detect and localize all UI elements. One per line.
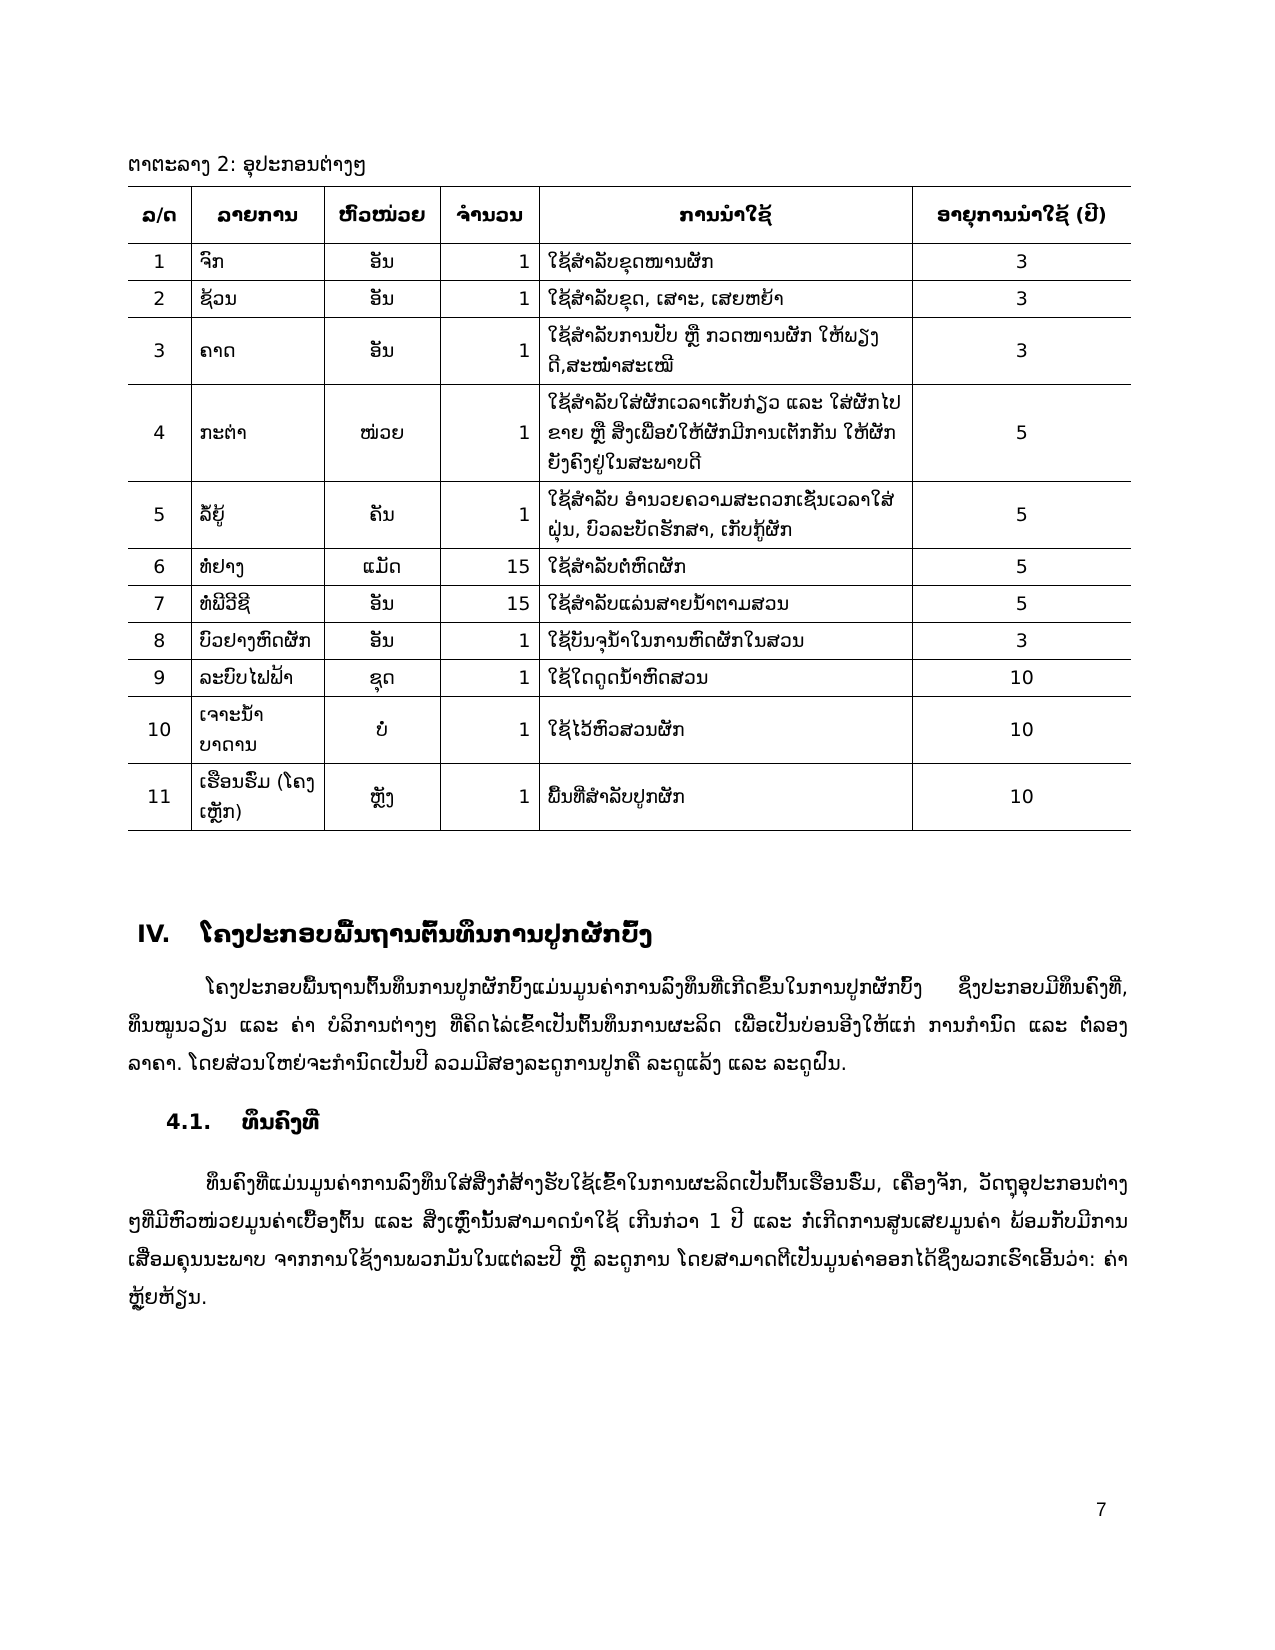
cell-item: ລໍ້ຍູ້ bbox=[191, 482, 324, 549]
cell-unit: ອັນ bbox=[324, 623, 440, 660]
header-usage: ການນຳໃຊ້ bbox=[539, 187, 912, 244]
cell-item: ກະຕ່າ bbox=[191, 385, 324, 482]
cell-usage: ພື້ນທີ່ສຳລັບປູກຜັກ bbox=[539, 764, 912, 831]
cell-unit: ຄັນ bbox=[324, 482, 440, 549]
section-heading bbox=[137, 920, 1137, 948]
header-item: ລາຍການ bbox=[191, 187, 324, 244]
cell-item: ຊ້ວນ bbox=[191, 281, 324, 318]
cell-no: 7 bbox=[128, 586, 191, 623]
cell-item: ຄາດ bbox=[191, 318, 324, 385]
table-row bbox=[128, 549, 1131, 586]
cell-unit: ອັນ bbox=[324, 281, 440, 318]
section-paragraph-text: ໂຄງປະກອບພື້ນຖານຕົ້ນທຶນການປູກຜັກບົ້ງແມ່ນມູນຄ່າການລົງທຶນທີ່ເກີດຂຶ້ນໃນການປູກຜັກບົ້ງ ຊຶ່ງປະກອບມີທຶນຄົງທີ່, ທຶນໝູນວຽນ ແລະ ຄ່າ ບໍລິການຕ່າງໆ ທີ່ຄິດໄລ່ເຂົ້າເປັນຕົ້ນທຶນການຜະລິດ ເພື່ອເປັນບ່ອນອີງໃຫ້ແກ່ ການກຳນົດ ແລະ ຕໍ່ລອງລາຄາ. ໂດຍສ່ວນໃຫຍ່ຈະກຳນົດເປັນປີ ລວມມີສອງລະດູການປູກຄື ລະດູແລ້ງ ແລະ ລະດູຝົນ. bbox=[128, 975, 1128, 1075]
cell-unit: ອັນ bbox=[324, 244, 440, 281]
table-caption: ຕາຕະລາງ 2: ອຸປະກອນຕ່າງໆ bbox=[128, 152, 367, 176]
cell-usage: ໃຊ້ສຳລັບຂຸດ, ເສາະ, ເສຍຫຍ້າ bbox=[539, 281, 912, 318]
table-row bbox=[128, 281, 1131, 318]
cell-item: ເຮືອນຮົ່ມ (ໂຄງເຫຼັກ) bbox=[191, 764, 324, 831]
cell-lifespan: 10 bbox=[912, 660, 1131, 697]
cell-no: 9 bbox=[128, 660, 191, 697]
cell-quantity: 15 bbox=[440, 586, 539, 623]
cell-unit: ບໍ່ bbox=[324, 697, 440, 764]
cell-no: 1 bbox=[128, 244, 191, 281]
subsection-paragraph bbox=[128, 1164, 1128, 1316]
header-lifespan: ອາຍຸການນຳໃຊ້ (ປີ) bbox=[912, 187, 1131, 244]
cell-usage: ໃຊ້ສຳລັບແລ່ນສາຍນ້ຳຕາມສວນ bbox=[539, 586, 912, 623]
cell-unit: ໜ່ວຍ bbox=[324, 385, 440, 482]
section-number: IV. bbox=[137, 920, 171, 948]
cell-usage: ໃຊ້ບັນຈຸນ້ຳໃນການຫົດຜັກໃນສວນ bbox=[539, 623, 912, 660]
cell-no: 6 bbox=[128, 549, 191, 586]
cell-quantity: 1 bbox=[440, 623, 539, 660]
section-title: ໂຄງປະກອບພື້ນຖານຕົ້ນທຶນການປູກຜັກບົ້ງ bbox=[201, 920, 653, 948]
cell-lifespan: 3 bbox=[912, 244, 1131, 281]
cell-no: 8 bbox=[128, 623, 191, 660]
cell-lifespan: 10 bbox=[912, 697, 1131, 764]
cell-item: ທໍ່ຢາງ bbox=[191, 549, 324, 586]
cell-quantity: 1 bbox=[440, 281, 539, 318]
cell-no: 4 bbox=[128, 385, 191, 482]
table-row bbox=[128, 697, 1131, 764]
cell-usage: ໃຊ້ສຳລັບໃສ່ຜັກເວລາເກັບກ່ຽວ ແລະ ໃສ່ຜັກໄປ ຂາຍ ຫຼື ສິ່ງເພື່ອບໍ່ໃຫ້ຜັກມີການເຕັກກັນ ໃຫ້ຜັກຍັງຄົງຢູ່ໃນສະພາບດີ bbox=[539, 385, 912, 482]
cell-usage: ໃຊ້ໃດດູດນ້ຳຫົດສວນ bbox=[539, 660, 912, 697]
subsection-title: ທຶນຄົງທີ່ bbox=[242, 1110, 320, 1134]
cell-item: ຈົກ bbox=[191, 244, 324, 281]
header-quantity: ຈຳນວນ bbox=[440, 187, 539, 244]
cell-lifespan: 3 bbox=[912, 318, 1131, 385]
cell-lifespan: 3 bbox=[912, 623, 1131, 660]
subsection-paragraph-text: ທຶນຄົງທີ່ແມ່ນມູນຄ່າການລົງທຶນໃສ່ສິ່ງກໍ່ສ້າງຮັບໃຊ້ເຂົ້າໃນການຜະລິດເປັນຕົ້ນເຮືອນຮົ່ມ, ເຄື່ອງຈັກ, ວັດຖຸອຸປະກອນຕ່າງໆທີ່ມີຫົວໜ່ວຍມູນຄ່າເບື້ອງຕົ້ນ ແລະ ສິ່ງເຫຼົ່ານັ້ນສາມາດນຳໃຊ້ ເກີນກ່ວາ 1 ປີ ແລະ ກໍ່ເກີດການສູນເສຍມູນຄ່າ ພ້ອມກັບມີການເສື່ອມຄຸນນະພາບ ຈາກການໃຊ້ງານພວກມັນໃນແຕ່ລະປີ ຫຼື ລະດູການ ໂດຍສາມາດຕີເປັນມູນຄ່າອອກໄດ້ຊຶ່ງພວກເຮົາເອີ້ນວ່າ: ຄ່າຫຼູ້ຍຫ້ຽນ. bbox=[128, 1171, 1128, 1309]
cell-unit: ອັນ bbox=[324, 586, 440, 623]
table-row bbox=[128, 318, 1131, 385]
cell-item: ບົວຢາງຫົດຜັກ bbox=[191, 623, 324, 660]
table-header-row bbox=[128, 187, 1131, 244]
cell-quantity: 1 bbox=[440, 697, 539, 764]
cell-usage: ໃຊ້ສຳລັບຂຸດໜານຜັກ bbox=[539, 244, 912, 281]
cell-unit: ຊຸດ bbox=[324, 660, 440, 697]
cell-usage: ໃຊ້ໄວ້ຫົວສວນຜັກ bbox=[539, 697, 912, 764]
cell-quantity: 1 bbox=[440, 482, 539, 549]
table-row bbox=[128, 764, 1131, 831]
cell-lifespan: 5 bbox=[912, 385, 1131, 482]
cell-quantity: 1 bbox=[440, 660, 539, 697]
cell-item: ທໍ່ພີວີຊີ bbox=[191, 586, 324, 623]
cell-no: 3 bbox=[128, 318, 191, 385]
equipment-table bbox=[128, 186, 1131, 831]
header-no: ລ/ດ bbox=[128, 187, 191, 244]
cell-item: ລະບົບໄຟຟ້າ bbox=[191, 660, 324, 697]
cell-lifespan: 3 bbox=[912, 281, 1131, 318]
cell-quantity: 1 bbox=[440, 244, 539, 281]
cell-unit: ຫຼັງ bbox=[324, 764, 440, 831]
cell-quantity: 1 bbox=[440, 764, 539, 831]
cell-no: 2 bbox=[128, 281, 191, 318]
cell-quantity: 1 bbox=[440, 318, 539, 385]
section-paragraph bbox=[128, 968, 1128, 1082]
table-row bbox=[128, 660, 1131, 697]
cell-no: 11 bbox=[128, 764, 191, 831]
table-row bbox=[128, 586, 1131, 623]
cell-lifespan: 5 bbox=[912, 482, 1131, 549]
cell-lifespan: 5 bbox=[912, 549, 1131, 586]
cell-no: 5 bbox=[128, 482, 191, 549]
subsection-heading bbox=[166, 1110, 319, 1134]
cell-quantity: 15 bbox=[440, 549, 539, 586]
page-number: 7 bbox=[1096, 1500, 1107, 1521]
table-row bbox=[128, 385, 1131, 482]
table-row bbox=[128, 244, 1131, 281]
cell-usage: ໃຊ້ສຳລັບການປັບ ຫຼື ກວດໜານຜັກ ໃຫ້ພຽງດີ,ສະໝໍ່າສະເໝີ bbox=[539, 318, 912, 385]
cell-unit: ແມັດ bbox=[324, 549, 440, 586]
cell-usage: ໃຊ້ສຳລັບຕໍ່ຫົດຜັກ bbox=[539, 549, 912, 586]
table-row bbox=[128, 482, 1131, 549]
cell-no: 10 bbox=[128, 697, 191, 764]
cell-quantity: 1 bbox=[440, 385, 539, 482]
header-unit: ຫົວໜ່ວຍ bbox=[324, 187, 440, 244]
table-row bbox=[128, 623, 1131, 660]
subsection-number: 4.1. bbox=[166, 1110, 212, 1134]
cell-usage: ໃຊ້ສຳລັບ ອຳນວຍຄວາມສະດວກເຊັ່ນເວລາໃສ່ ຝຸ່ນ, ບົວລະບັດຮັກສາ, ເກັບກູ້ຜັກ bbox=[539, 482, 912, 549]
cell-unit: ອັນ bbox=[324, 318, 440, 385]
cell-lifespan: 10 bbox=[912, 764, 1131, 831]
cell-item: ເຈາະນ້ຳບາດານ bbox=[191, 697, 324, 764]
cell-lifespan: 5 bbox=[912, 586, 1131, 623]
